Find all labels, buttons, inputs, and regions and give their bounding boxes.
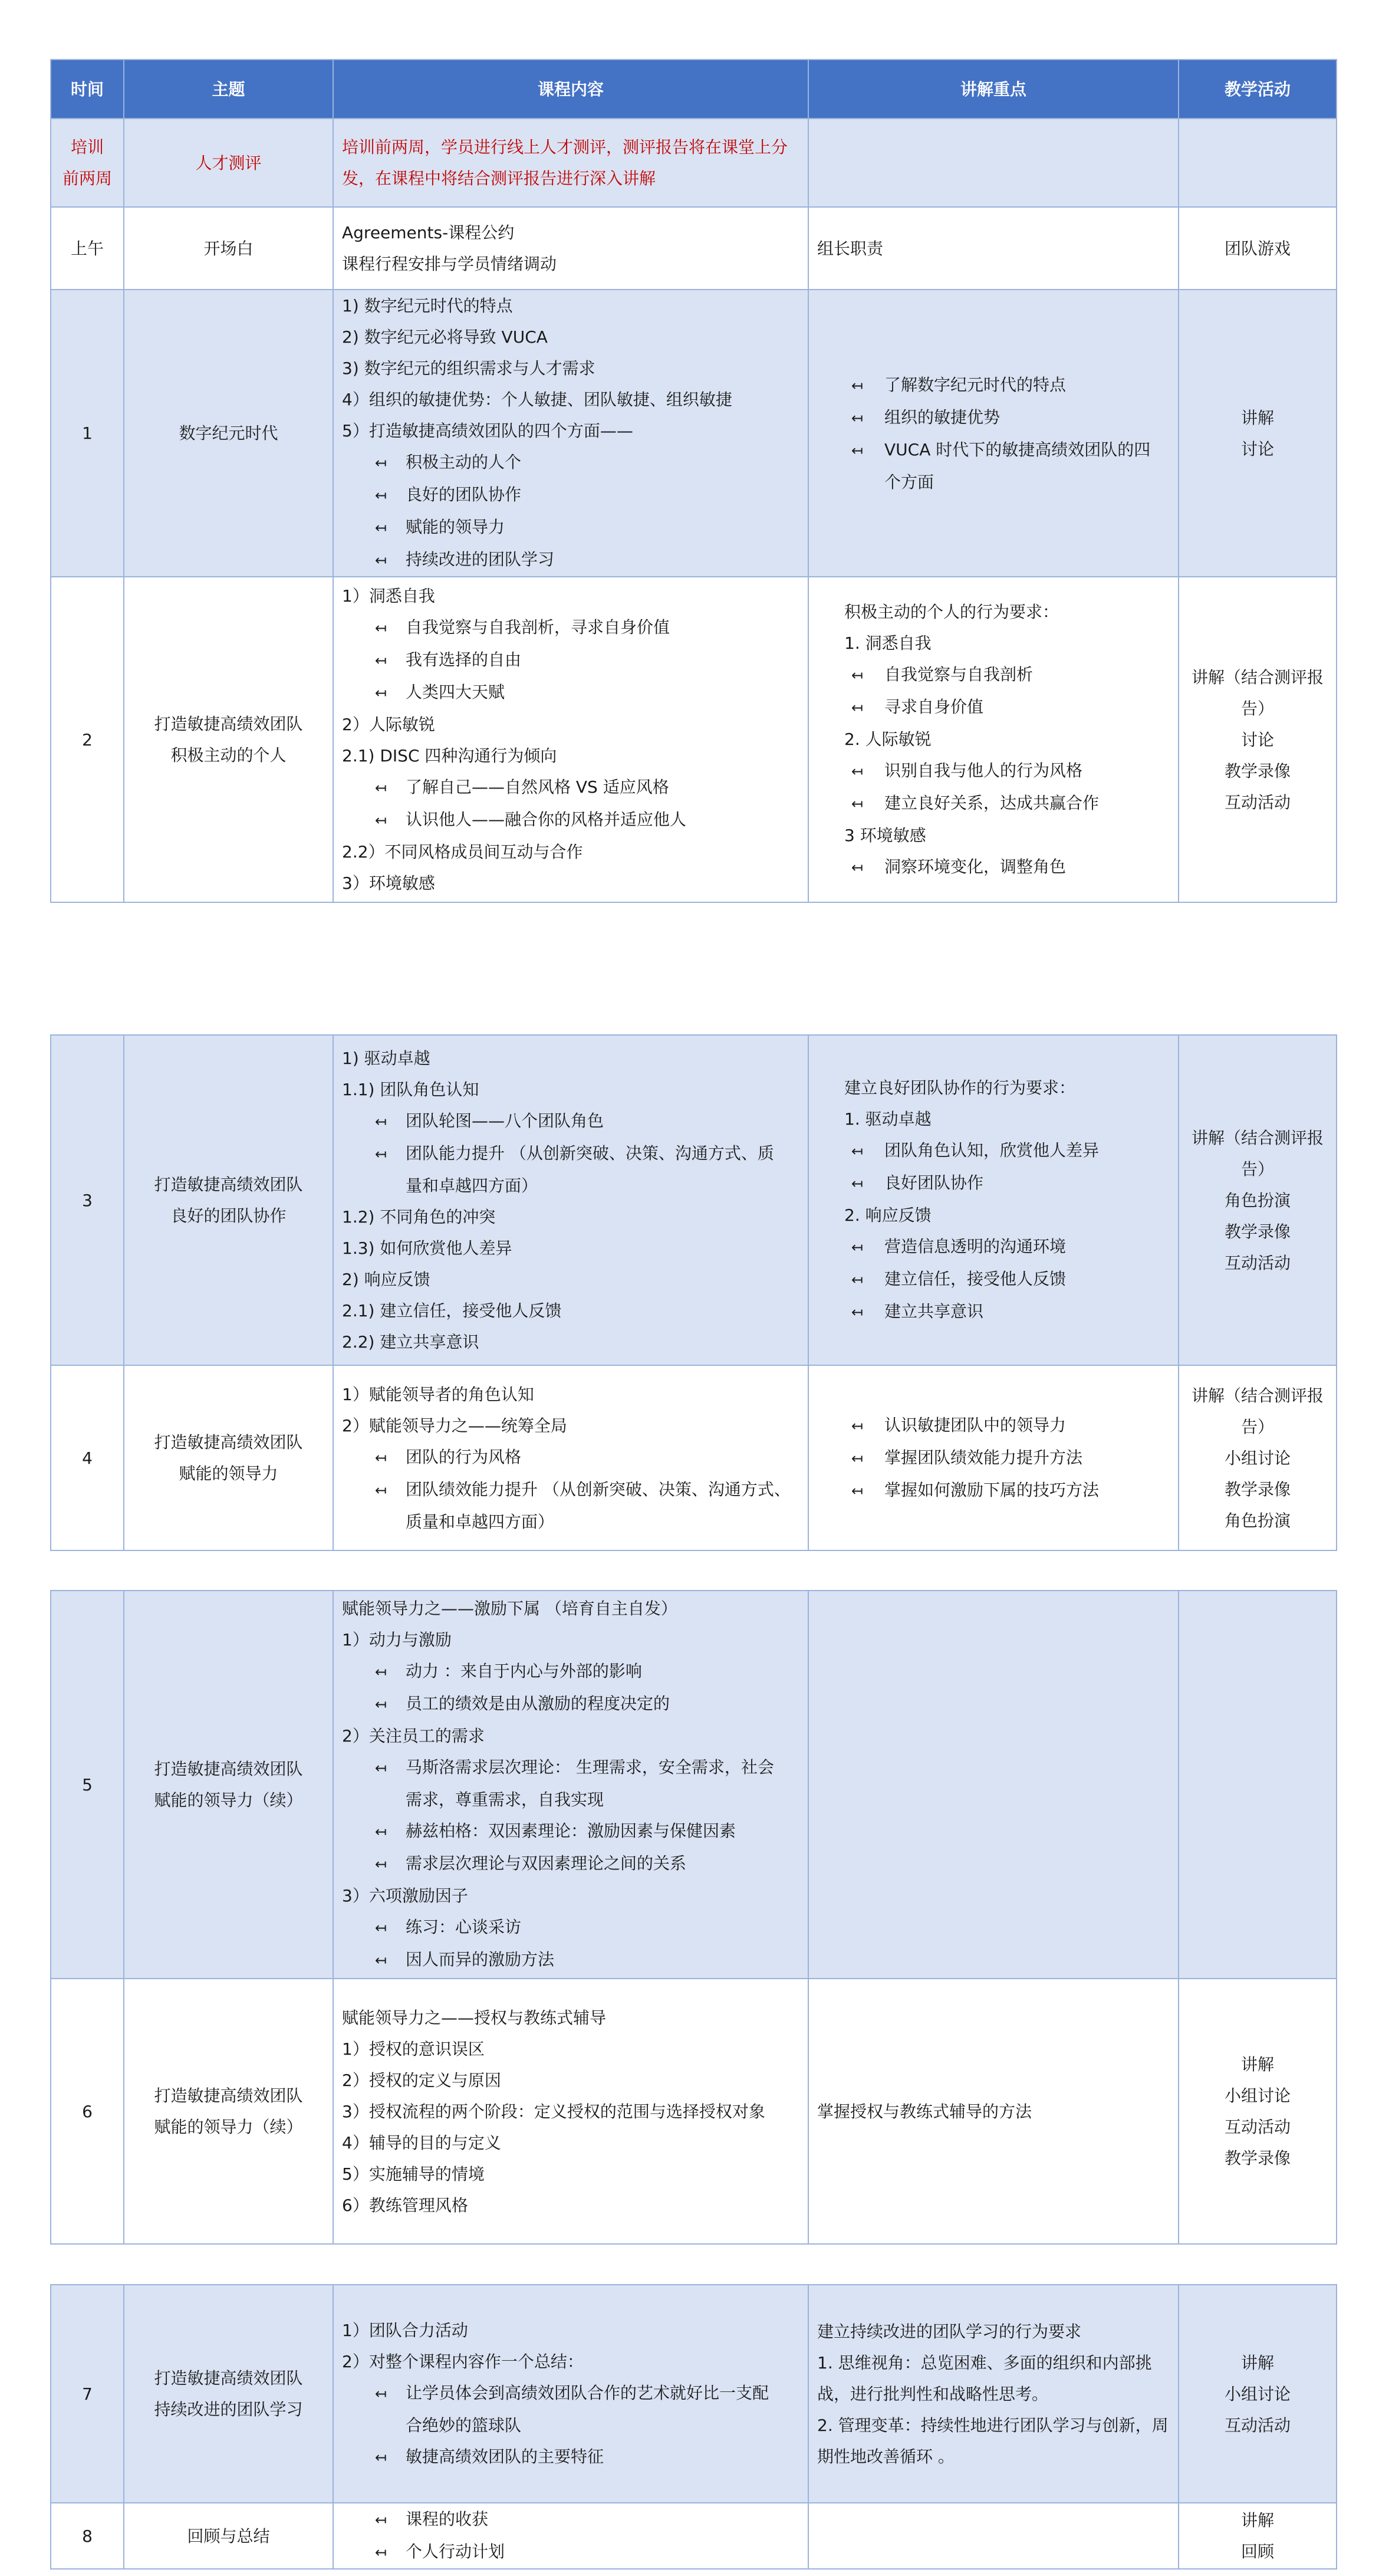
table-row-5 (51, 1591, 1337, 1979)
arrow-bullet-icon: ↤ (851, 1143, 864, 1159)
arrow-bullet-icon: ↤ (375, 2385, 387, 2402)
activity-cell: 讲解（结合测评报 告） 讨论 教学录像 互动活动 (1179, 577, 1337, 902)
arrow-bullet-icon: ↤ (375, 520, 387, 536)
focus-cell: 建立持续改进的团队学习的行为要求 1. 思维视角：总览困难、多面的组织和内部挑 战，进行批判性和战略性思考。 2. 管理变革：持续性地进行团队学习与创新，周 期性地改善循环 。 (808, 2285, 1179, 2503)
arrow-bullet-icon: ↤ (375, 1696, 387, 1713)
arrow-bullet-icon: ↤ (375, 2449, 387, 2466)
arrow-bullet-icon: ↤ (851, 1482, 864, 1499)
content-cell: 赋能领导力之——授权与教练式辅导 1）授权的意识误区 2）授权的定义与原因 3）授权流程的两个阶段：定义授权的范围与选择授权对象 4）辅导的目的与定义 5）实施辅导的情境 6）教练管理风格 (333, 1979, 808, 2244)
arrow-bullet-icon: ↤ (375, 2512, 387, 2528)
time-cell: 8 (51, 2503, 124, 2569)
arrow-bullet-icon: ↤ (375, 455, 387, 471)
arrow-bullet-icon: ↤ (851, 795, 864, 812)
arrow-bullet-icon: ↤ (375, 780, 387, 796)
table-row-2 (51, 577, 1337, 902)
topic-cell: 数字纪元时代 (124, 290, 333, 577)
arrow-bullet-icon: ↤ (851, 763, 864, 780)
arrow-bullet-icon: ↤ (375, 1481, 387, 1499)
content-cell: 1）洞悉自我 ↤ 自我觉察与自我剖析，寻求自身价值 ↤ 我有选择的自由 ↤ 人类四大天赋 2）人际敏锐 2.1) DISC 四种沟通行为倾向 ↤ 了解自己——自然风格 VS 适应风格 ↤ 认识他人——融合你的风格并适应他人 2.2）不同风格成员间互动与合作 3）环境敏感 (333, 577, 808, 902)
arrow-bullet-icon: ↤ (851, 1304, 864, 1320)
header-focus: 讲解重点 (808, 60, 1179, 119)
topic-cell: 打造敏捷高绩效团队 赋能的领导力（续） (124, 1979, 333, 2244)
header-time: 时间 (51, 60, 124, 119)
arrow-bullet-icon: ↤ (375, 1113, 387, 1130)
time-cell: 5 (51, 1591, 124, 1979)
arrow-bullet-icon: ↤ (375, 552, 387, 569)
content-cell: Agreements-课程公约 课程行程安排与学员情绪调动 (333, 207, 808, 290)
arrow-bullet-icon: ↤ (851, 377, 864, 394)
focus-cell: 掌握授权与教练式辅导的方法 (808, 1979, 1179, 2244)
content-cell: 1) 数字纪元时代的特点 2) 数字纪元必将导致 VUCA 3) 数字纪元的组织需求与人才需求 4）组织的敏捷优势：个人敏捷、团队敏捷、组织敏捷 5）打造敏捷高绩效团队的四个方面—— ↤ 积极主动的人个 ↤ 良好的团队协作 ↤ 赋能的领导力 ↤ 持续改进的团队学习 (333, 290, 808, 577)
activity-cell (1179, 1591, 1337, 1979)
arrow-bullet-icon: ↤ (375, 1760, 387, 1776)
header-activity: 教学活动 (1179, 60, 1337, 119)
arrow-bullet-icon: ↤ (851, 859, 864, 876)
focus-cell: 组长职责 (808, 207, 1179, 290)
focus-cell: ↤ 了解数字纪元时代的特点 ↤ 组织的敏捷优势 ↤ VUCA 时代下的敏捷高绩效团队的四 个方面 (808, 290, 1179, 577)
course-table-part-4 (50, 2284, 1337, 2570)
arrow-bullet-icon: ↤ (851, 1271, 864, 1288)
content-cell: 1) 驱动卓越 1.1) 团队角色认知 ↤ 团队轮图——八个团队角色 ↤ 团队能力提升 （从创新突破、决策、沟通方式、质 量和卓越四方面） 1.2) 不同角色的冲突 1.3) 如何欣赏他人差异 2) 响应反馈 2.1) 建立信任，接受他人反馈 2.2) 建立共享意识 (333, 1035, 808, 1365)
arrow-bullet-icon: ↤ (851, 442, 864, 459)
arrow-bullet-icon: ↤ (851, 666, 864, 684)
course-table-part-2 (50, 1034, 1337, 1551)
arrow-bullet-icon: ↤ (375, 1146, 387, 1162)
activity-cell: 讲解 小组讨论 互动活动 (1179, 2285, 1337, 2503)
arrow-bullet-icon: ↤ (851, 1450, 864, 1467)
arrow-bullet-icon: ↤ (375, 1920, 387, 1936)
header-topic: 主题 (124, 60, 333, 119)
focus-cell: 建立良好团队协作的行为要求： 1. 驱动卓越 ↤ 团队角色认知，欣赏他人差异 ↤ 良好团队协作 2. 响应反馈 ↤ 营造信息透明的沟通环境 ↤ 建立信任，接受他人反馈 ↤ 建立共享意识 (808, 1035, 1179, 1365)
focus-cell: ↤ 认识敏捷团队中的领导力 ↤ 掌握团队绩效能力提升方法 ↤ 掌握如何激励下属的技巧方法 (808, 1365, 1179, 1550)
arrow-bullet-icon: ↤ (375, 1856, 387, 1872)
topic-cell: 打造敏捷高绩效团队 良好的团队协作 (124, 1035, 333, 1365)
content-cell: 培训前两周，学员进行线上人才测评，测评报告将在课堂上分 发，在课程中将结合测评报告进行深入讲解 (333, 119, 808, 207)
course-table-part-3 (50, 1590, 1337, 2245)
arrow-bullet-icon: ↤ (375, 652, 387, 669)
activity-cell: 讲解（结合测评报 告） 角色扮演 教学录像 互动活动 (1179, 1035, 1337, 1365)
arrow-bullet-icon: ↤ (375, 2544, 387, 2561)
table-row-pre-training (51, 119, 1337, 207)
topic-cell: 开场白 (124, 207, 333, 290)
activity-cell: 团队游戏 (1179, 207, 1337, 290)
activity-cell: 讲解 小组讨论 互动活动 教学录像 (1179, 1979, 1337, 2244)
content-cell: 1）团队合力活动 2）对整个课程内容作一个总结： ↤ 让学员体会到高绩效团队合作的艺术就好比一支配 合绝妙的篮球队 ↤ 敏捷高绩效团队的主要特征 (333, 2285, 808, 2503)
table-row-7 (51, 2285, 1337, 2503)
time-cell: 4 (51, 1365, 124, 1550)
topic-cell: 打造敏捷高绩效团队 持续改进的团队学习 (124, 2285, 333, 2503)
arrow-bullet-icon: ↤ (851, 699, 864, 716)
topic-cell: 打造敏捷高绩效团队 积极主动的个人 (124, 577, 333, 902)
content-cell: ↤ 课程的收获 ↤ 个人行动计划 (333, 2503, 808, 2569)
time-cell: 上午 (51, 207, 124, 290)
activity-cell: 讲解 讨论 (1179, 290, 1337, 577)
time-cell: 2 (51, 577, 124, 902)
course-table-part-1 (50, 59, 1337, 903)
arrow-bullet-icon: ↤ (851, 1239, 864, 1256)
content-cell: 1）赋能领导者的角色认知 2）赋能领导力之——统筹全局 ↤ 团队的行为风格 ↤ 团队绩效能力提升 （从创新突破、决策、沟通方式、 质量和卓越四方面） (333, 1365, 808, 1550)
time-cell: 培训 前两周 (51, 119, 124, 207)
activity-cell (1179, 119, 1337, 207)
arrow-bullet-icon: ↤ (375, 685, 387, 701)
arrow-bullet-icon: ↤ (375, 1449, 387, 1466)
arrow-bullet-icon: ↤ (375, 1823, 387, 1840)
arrow-bullet-icon: ↤ (851, 1417, 864, 1434)
time-cell: 3 (51, 1035, 124, 1365)
time-cell: 7 (51, 2285, 124, 2503)
arrow-bullet-icon: ↤ (851, 409, 864, 426)
topic-cell: 人才测评 (124, 119, 333, 207)
focus-cell (808, 2503, 1179, 2569)
focus-cell (808, 119, 1179, 207)
time-cell: 6 (51, 1979, 124, 2244)
topic-cell: 打造敏捷高绩效团队 赋能的领导力 (124, 1365, 333, 1550)
table-header-row (51, 60, 1337, 119)
content-cell: 赋能领导力之——激励下属 （培育自主自发） 1）动力与激励 ↤ 动力 ：来自于内心与外部的影响 ↤ 员工的绩效是由从激励的程度决定的 2）关注员工的需求 ↤ 马斯洛需求层次理论： 生理需求，安全需求，社会 需求，尊重需求，自我实现 ↤ 赫兹柏格：双因素理论：激励因素与保健因素 ↤ 需求层次理论与双因素理论之间的关系 3）六项激励因子 ↤ 练习：心谈采访 ↤ 因人而异的激励方法 (333, 1591, 808, 1979)
table-row-morning (51, 207, 1337, 290)
arrow-bullet-icon: ↤ (375, 1952, 387, 1969)
arrow-bullet-icon: ↤ (375, 620, 387, 636)
table-row-8 (51, 2503, 1337, 2569)
focus-cell (808, 1591, 1179, 1979)
time-cell: 1 (51, 290, 124, 577)
header-content: 课程内容 (333, 60, 808, 119)
arrow-bullet-icon: ↤ (375, 487, 387, 504)
activity-cell: 讲解（结合测评报 告） 小组讨论 教学录像 角色扮演 (1179, 1365, 1337, 1550)
topic-cell: 回顾与总结 (124, 2503, 333, 2569)
table-row-4 (51, 1365, 1337, 1550)
table-row-6 (51, 1979, 1337, 2244)
table-row-3 (51, 1035, 1337, 1365)
focus-cell: 积极主动的个人的行为要求： 1. 洞悉自我 ↤ 自我觉察与自我剖析 ↤ 寻求自身价值 2. 人际敏锐 ↤ 识别自我与他人的行为风格 ↤ 建立良好关系，达成共赢合作 3 环境敏感 ↤ 洞察环境变化，调整角色 (808, 577, 1179, 902)
arrow-bullet-icon: ↤ (375, 1664, 387, 1680)
table-row-1 (51, 290, 1337, 577)
activity-cell: 讲解 回顾 (1179, 2503, 1337, 2569)
topic-cell: 打造敏捷高绩效团队 赋能的领导力（续） (124, 1591, 333, 1979)
arrow-bullet-icon: ↤ (851, 1175, 864, 1192)
arrow-bullet-icon: ↤ (375, 812, 387, 829)
